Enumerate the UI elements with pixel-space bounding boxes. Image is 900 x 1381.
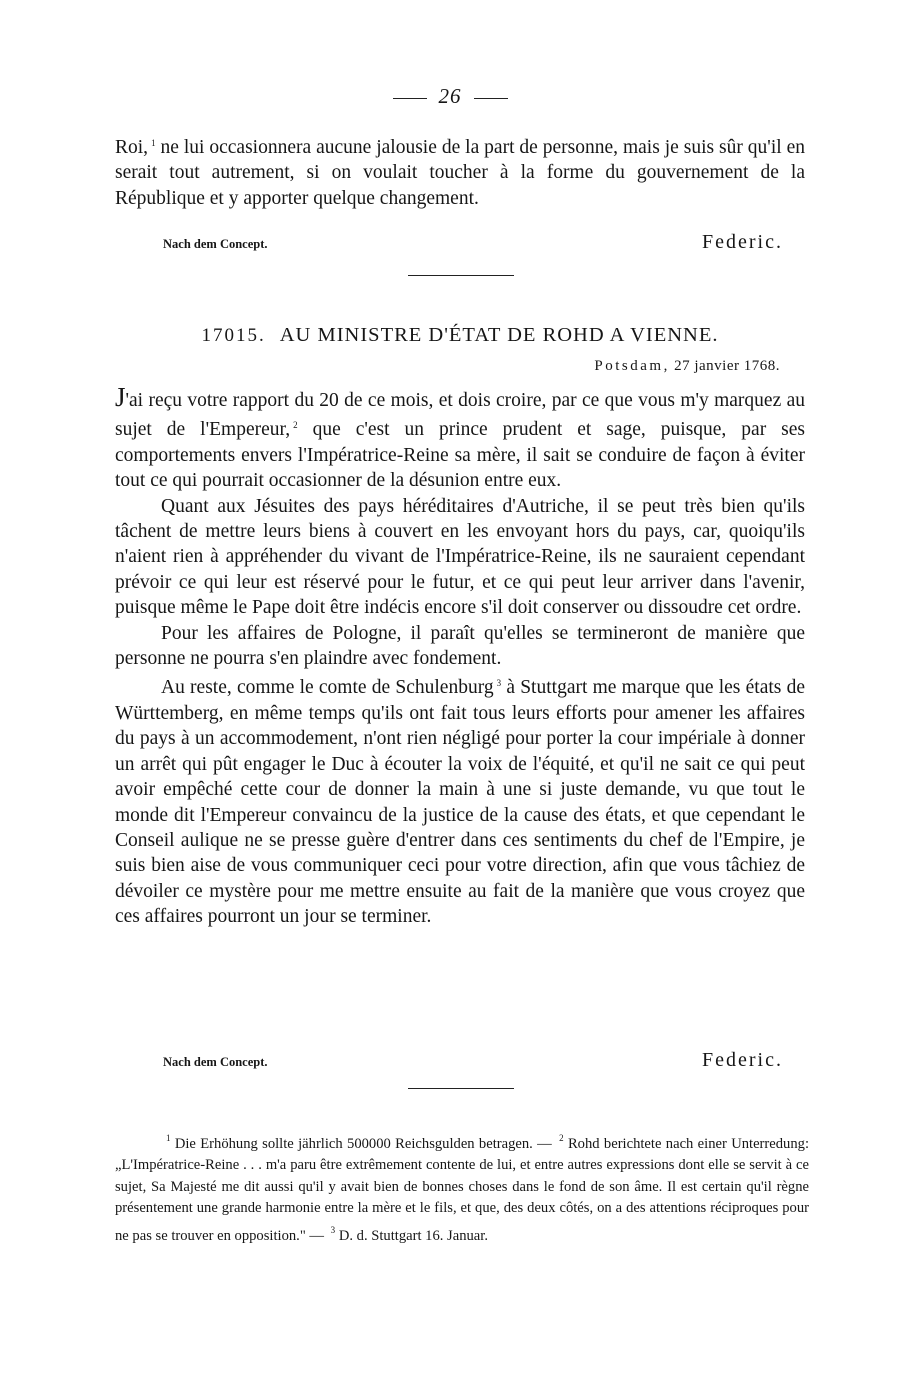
- footnote-3: D. d. Stuttgart 16. Januar.: [335, 1227, 488, 1244]
- paragraph-4-text-b: à Stuttgart me marque que les états de Württemberg, en même temps qu'ils ont fait tous leurs efforts pour amener les affaires du pays à un accommodement, n'ont rien négligé pour porter la cour impériale à donner un arrêt qui pût engager le Duc à écouter la voix de l'équité, et qu'il ne sait ce qui peut avoir empêché cette cour de donner la main à une si juste demande, vu que tout le monde dit l'Empereur convaincu de la justice de la cause des états, et que cependant le Conseil aulique ne se presse guère d'entrer dans ces sentiments du chef de l'Empire, je suis bien aise de vous communiquer ceci pour votre direction, afin que vous tâchiez de dévoiler ce mystère pour me mettre ensuite au fait de la manière que vous croyez que ces affaires pourront un jour se terminer.: [115, 677, 805, 928]
- paragraph-1: [115, 384, 805, 494]
- footnote-ref-3: 3: [496, 678, 502, 689]
- paragraph-3: Pour les affaires de Pologne, il paraît qu'elles se termineront de manière que personne ne pourra s'en plaindre avec fondement.: [115, 622, 805, 670]
- source-note: Nach dem Concept.: [163, 1055, 268, 1069]
- footnote-2: Rohd berichtete nach einer Unterredung: „L'Impératrice-Reine . . . m'a paru être extrêmement contente de lui, et entre autres expressions dont elle se servit à ce sujet, Sa Majesté me dit aussi qu'il y avait bien de bonnes choses dans le fond de son âme. Il est certain qu'il règne présentement une grande harmonie entre la mère et le fils, et que, des deux côtés, on a des attentions réciproques pour ne pas se trouver en opposition." —: [115, 1136, 809, 1244]
- paragraph-2: Quant aux Jésuites des pays héréditaires d'Autriche, il se peut très bien qu'ils tâchent de mettre leurs biens à couvert en les envoyant hors du pays, car, quoiqu'ils n'aient rien à appréhender du vivant de l'Impératrice-Reine, ils ne sauraient cependant prévoir ce qui leur est réservé pour le futur, et ce qui peut leur arriver dans l'avenir, puisque même le Pape doit être indécis encore s'il doit conserver ou dissoudre cet ordre.: [115, 495, 805, 619]
- footnote-mark-3: 3: [330, 1224, 336, 1235]
- continuation-text-start: Roi,: [115, 137, 149, 158]
- paragraph-1-text-a: 'ai reçu votre rapport du 20 de ce mois, et dois croire, par ce que vous m'y marquez au sujet de l'Empereur,: [115, 390, 805, 441]
- dateline-date: 27 janvier 1768.: [669, 358, 780, 374]
- page-number-dash-left: [393, 98, 427, 99]
- footnotes: [115, 1128, 809, 1247]
- page-number: [0, 84, 900, 109]
- letter2-closing: [115, 1049, 805, 1075]
- footnote-divider: [408, 1088, 514, 1089]
- letter-heading: [115, 324, 805, 347]
- page-number-text: 26: [438, 84, 462, 108]
- section-divider: [408, 275, 514, 276]
- footnote-ref-2: 2: [293, 420, 298, 431]
- page-number-dash-right: [474, 98, 508, 99]
- letter-title: AU MINISTRE D'ÉTAT DE ROHD A VIENNE.: [279, 324, 719, 346]
- paragraph-4: [115, 671, 805, 929]
- signature: Federic.: [702, 1049, 783, 1071]
- continuation-paragraph: [115, 131, 805, 211]
- paragraph-4-text-a: Au reste, comme le comte de Schulenburg: [161, 677, 494, 699]
- continuation-text: ne lui occasionnera aucune jalousie de la part de personne, mais je suis sûr qu'il en serait tout autrement, si on voulait toucher à la forme du gouvernement de la République et y apporter quelque changement.: [115, 137, 805, 209]
- dateline: [594, 358, 780, 375]
- letter-body: [115, 384, 805, 930]
- source-note: Nach dem Concept.: [163, 237, 268, 251]
- letter-number: 17015.: [201, 325, 266, 346]
- footnote-1: Die Erhöhung sollte jährlich 500000 Reichsgulden betragen. —: [170, 1136, 557, 1152]
- footnote-mark-2: 2: [559, 1133, 564, 1143]
- drop-cap: J: [115, 382, 126, 412]
- dateline-place: Potsdam,: [594, 358, 670, 374]
- paragraph-1-text-b: que c'est un prince prudent et sage, puisque, par ses comportements envers l'Impératrice-Reine sa mère, il sait se conduire de façon à éviter tout ce qui pourrait occasionner de la désunion entre eux.: [115, 419, 805, 492]
- signature: Federic.: [702, 231, 783, 253]
- letter1-closing: [115, 231, 805, 257]
- footnote-mark-1: 1: [166, 1133, 171, 1143]
- footnote-ref-1: 1: [151, 138, 156, 148]
